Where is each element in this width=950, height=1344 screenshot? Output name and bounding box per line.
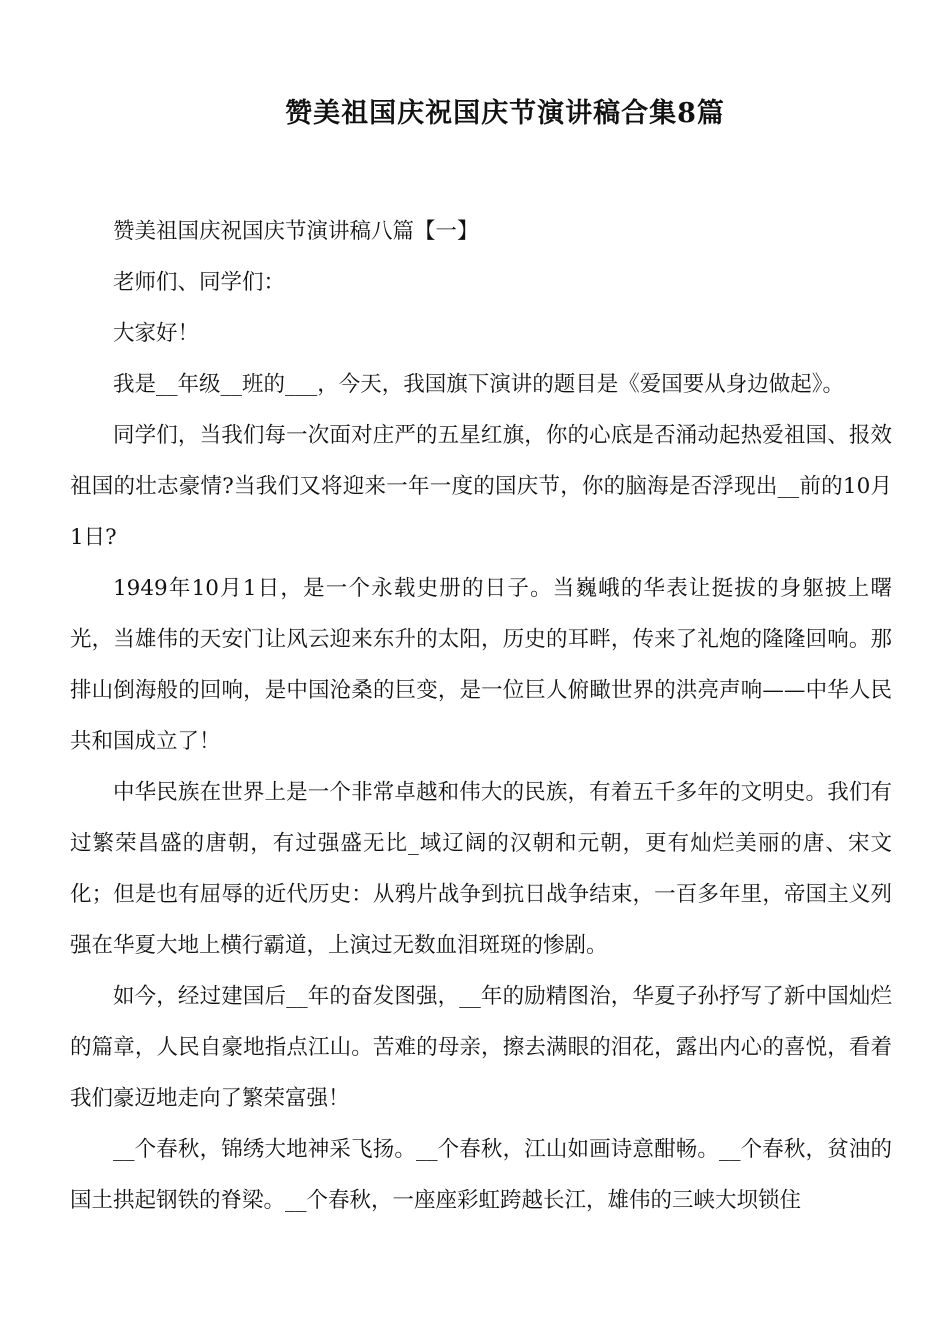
paragraph: 1949年10月1日，是一个永载史册的日子。当巍峨的华表让挺拔的身躯披上曙光，当雄伟的天安门让风云迎来东升的太阳，历史的耳畔，传来了礼炮的隆隆回响。那排山倒海般的回响，是中国沧桑的巨变，是一位巨人俯瞰世界的洪亮声响——中华人民共和国成立了！	[70, 576, 892, 754]
paragraph: 同学们，当我们每一次面对庄严的五星红旗，你的心底是否涌动起热爱祖国、报效祖国的壮志豪情?当我们又将迎来一年一度的国庆节，你的脑海是否浮现出__前的10月1日?	[70, 423, 892, 550]
paragraph: 我是__年级__班的___，今天，我国旗下演讲的题目是《爱国要从身边做起》。	[113, 372, 845, 397]
paragraph-greeting: 大家好！	[113, 321, 200, 346]
paragraph-salutation: 老师们、同学们：	[113, 270, 286, 295]
document-title: 赞美祖国庆祝国庆节演讲稿合集8篇	[285, 98, 725, 129]
paragraph-section-heading: 赞美祖国庆祝国庆节演讲稿八篇【一】	[113, 219, 479, 244]
paragraph: 如今，经过建国后__年的奋发图强，__年的励精图治，华夏子孙抒写了新中国灿烂的篇章，人民自豪地指点江山。苦难的母亲，擦去满眼的泪花，露出内心的喜悦，看着我们豪迈地走向了繁荣富强！	[70, 984, 892, 1111]
paragraph: __个春秋，锦绣大地神采飞扬。__个春秋，江山如画诗意酣畅。__个春秋，贫油的国土拱起钢铁的脊梁。__个春秋，一座座彩虹跨越长江，雄伟的三峡大坝锁住	[70, 1137, 892, 1213]
document-body	[70, 206, 892, 1226]
paragraph: 中华民族在世界上是一个非常卓越和伟大的民族，有着五千多年的文明史。我们有过繁荣昌盛的唐朝，有过强盛无比_域辽阔的汉朝和元朝，更有灿烂美丽的唐、宋文化；但是也有屈辱的近代历史：从鸦片战争到抗日战争结束，一百多年里，帝国主义列强在华夏大地上横行霸道，上演过无数血泪斑斑的惨剧。	[70, 780, 892, 958]
